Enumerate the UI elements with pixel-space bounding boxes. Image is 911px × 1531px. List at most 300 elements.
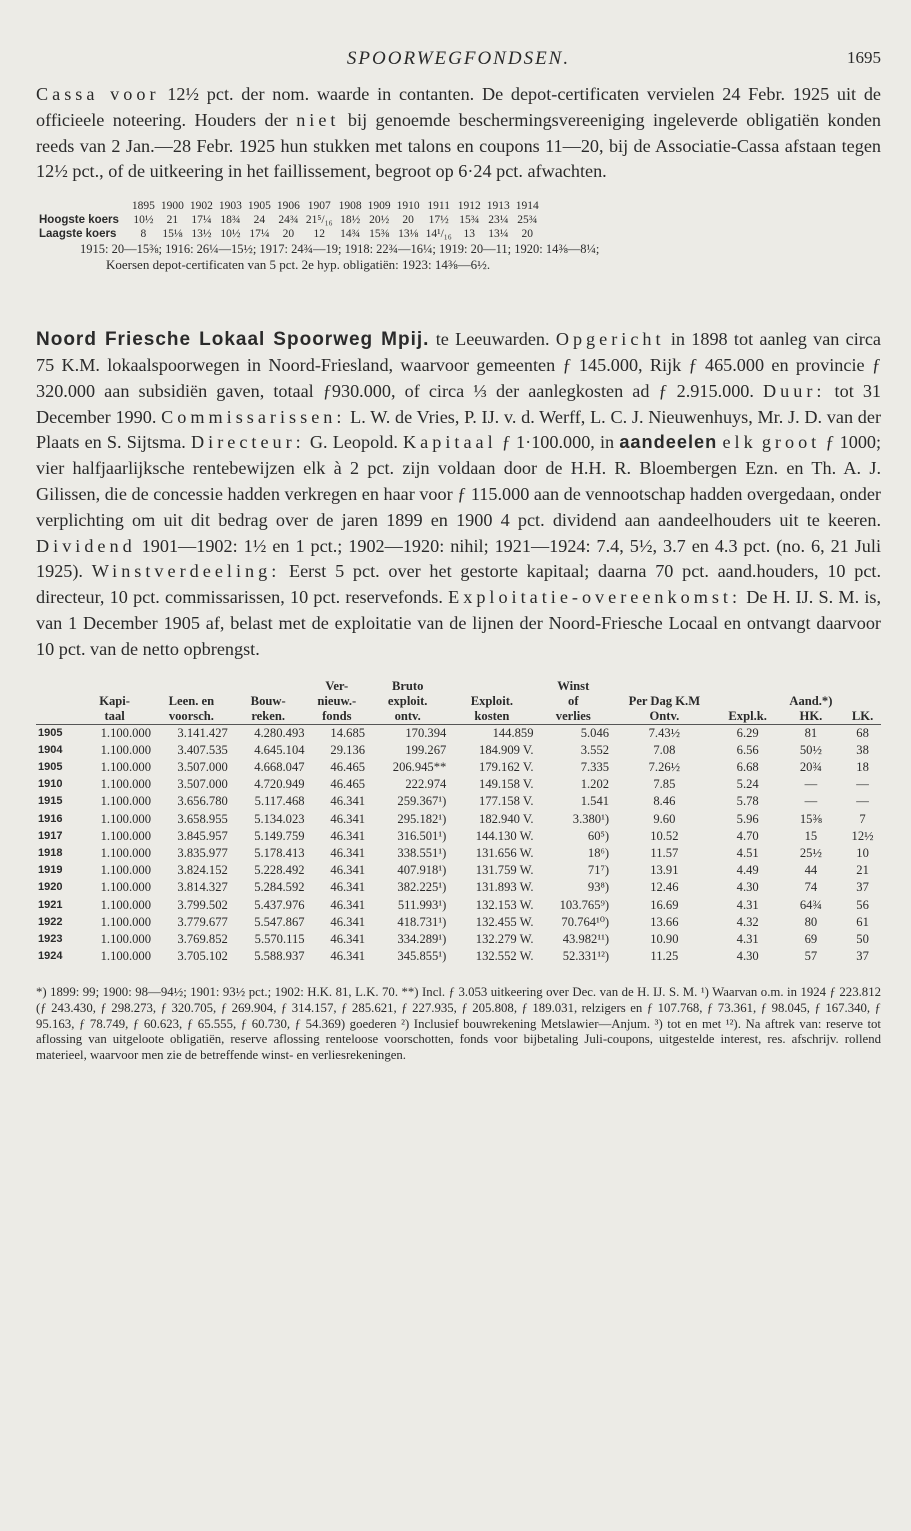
fin-cell: 46.341 — [330, 828, 366, 843]
fin-cell: 4.720.949 — [254, 777, 305, 792]
fin-year: 1915 — [38, 795, 63, 808]
fin-header-cell: fonds — [307, 709, 368, 725]
fin-cell: 10.90 — [650, 931, 679, 946]
fin-cell: 50½ — [799, 742, 822, 757]
koers-low-label: Laagste koers — [39, 228, 117, 241]
fin-cell: 12½ — [851, 828, 874, 843]
fin-year: 1921 — [38, 898, 63, 911]
koers-high-cell: 20½ — [369, 214, 390, 227]
fin-cell: 46.341 — [330, 845, 366, 860]
niet-emphasis: niet — [296, 109, 340, 130]
exploitatie-label: Exploitatie-overeenkomst: — [448, 587, 742, 608]
fin-cell: 131.656 W. — [475, 845, 534, 860]
fin-cell: 5.134.023 — [254, 811, 305, 826]
koers-high-cell: 21 — [166, 214, 179, 227]
fin-cell: 5.588.937 — [254, 949, 305, 964]
koers-high-cell: 20 — [402, 214, 414, 227]
fin-header-cell: HK. — [778, 709, 844, 725]
fin-cell: 132.552 W. — [475, 949, 534, 964]
fin-cell: 5.117.468 — [254, 794, 305, 809]
fin-cell: 4.49 — [736, 863, 759, 878]
koers-high-cell: 21⁵/₁₆ — [305, 214, 333, 227]
koers-table — [36, 199, 542, 241]
fin-cell: 15 — [804, 828, 818, 843]
fin-cell: 3.507.000 — [177, 759, 228, 774]
fin-cell: 3.845.957 — [177, 828, 228, 843]
fin-cell: 4.645.104 — [254, 742, 305, 757]
fin-cell: 222.974 — [405, 777, 447, 792]
fin-year: 1917 — [38, 829, 63, 842]
fin-year: 1924 — [38, 950, 63, 963]
fin-row — [36, 897, 881, 914]
fin-cell: 16.69 — [650, 897, 679, 912]
fin-cell: 3.507.000 — [177, 777, 228, 792]
fin-cell: 144.130 W. — [475, 828, 534, 843]
dividend-text: 1901—1902: 1½ en 1 pct.; 1902—1920: nihil; 1921—1924: 7.4, 5½, 3.7 en 4.3 pct. (no. 6, 21 Juli 1925). — [36, 535, 882, 582]
fin-cell: 1.202 — [580, 777, 610, 792]
fin-cell: 1.100.000 — [100, 742, 151, 757]
fin-cell: 418.731¹) — [397, 914, 447, 929]
fin-row — [36, 793, 881, 810]
koers-low-cell: 8 — [140, 228, 147, 241]
fin-header-cell — [36, 694, 76, 709]
fin-cell: 177.158 V. — [479, 794, 534, 809]
fin-cell: 18 — [856, 759, 869, 774]
koers-low-cell: 10½ — [220, 228, 241, 241]
fin-cell: 46.465 — [330, 759, 366, 774]
fin-cell: 1.100.000 — [100, 725, 151, 740]
fin-cell: 5.178.413 — [254, 845, 305, 860]
fin-cell: 5.437.976 — [254, 897, 305, 912]
fin-cell: 10.52 — [650, 828, 679, 843]
fin-cell: 4.30 — [736, 949, 759, 964]
fin-cell: 182.940 V. — [479, 811, 534, 826]
koers-low-cell: 13⅛ — [398, 228, 419, 241]
fin-row — [36, 776, 881, 793]
footnotes: *) 1899: 99; 1900: 98—94½; 1901: 93½ pct.; 1902: H.K. 81, L.K. 70. **) Incl. ƒ 3.053 uitkeering over Dec. van de H. IJ. S. M. ¹) Waarvan o.m. in 1924 ƒ 223.812 (ƒ 243.430, ƒ 298.273, ƒ 320.705, ƒ 269.904, ƒ 314.157, ƒ 285.621, ƒ 227.935, ƒ 205.808, ƒ 189.031, relzigers en ƒ 107.768, ƒ 73.361, ƒ 98.045, ƒ 167.340, ƒ 95.163, ƒ 78.749, ƒ 60.623, ƒ 65.555, ƒ 60.730, ƒ 54.369) goederen ²) Inclusief bouwrekening Metslawier—Anjum. ³) tot en met ¹²). Na aftrek van: reserve tot aflossing van uitgeloote obligatiën, reserve aflossing renteloose voorschotten, fonds voor bijbetaling Juli-coupons, uitgestelde interest, res. afschrijv. rollend materieel, waarvoor men zie de betreffende winst- en verliesrekeningen. — [36, 985, 881, 1062]
fin-header-cell: Kapi- — [99, 693, 130, 708]
cassa-label: Cassa voor — [36, 84, 160, 104]
fin-cell: 6.56 — [736, 742, 759, 757]
fin-cell: 46.341 — [330, 914, 366, 929]
koers-high-cell: 18¾ — [220, 214, 241, 227]
fin-cell: 25½ — [799, 845, 822, 860]
fin-header-cell: voorsch. — [153, 709, 230, 725]
company-seat: te Leeuwarden. — [435, 329, 550, 350]
fin-cell: 511.993¹) — [397, 897, 447, 912]
fin-cell: 7 — [859, 811, 866, 826]
fin-header-cell — [36, 679, 76, 694]
fin-cell: 3.380¹) — [572, 811, 610, 826]
fin-year: 1910 — [38, 778, 63, 791]
fin-cell: 5.149.759 — [254, 828, 305, 843]
fin-row — [36, 759, 881, 776]
fin-cell: 3.769.852 — [177, 931, 228, 946]
fin-cell: 1.100.000 — [100, 759, 151, 774]
running-title: SPOORWEGFONDSEN. — [346, 48, 571, 69]
fin-cell: 295.182¹) — [397, 811, 447, 826]
fin-cell: 6.29 — [736, 725, 759, 740]
koers-low-cell: 14¾ — [340, 228, 361, 241]
fin-cell: 1.100.000 — [100, 828, 151, 843]
fin-row — [36, 845, 881, 862]
fin-cell: 149.158 V. — [479, 777, 534, 792]
fin-header-cell: reken. — [230, 709, 307, 725]
fin-cell: 7.335 — [580, 759, 610, 774]
fin-cell: 11.25 — [650, 949, 679, 964]
fin-cell: 4.668.047 — [254, 759, 305, 774]
fin-header-cell: Winst — [557, 678, 590, 693]
fin-cell: 170.394 — [405, 725, 447, 740]
fin-cell: — — [856, 794, 869, 809]
intro-text-2: De depot-certificaten vervielen 24 Febr. 1925 uit de officieele noteering. Houders der — [36, 84, 881, 130]
fin-cell: 132.455 W. — [475, 914, 534, 929]
fin-row — [36, 879, 881, 896]
fin-header-cell — [718, 694, 778, 709]
koers-high-cell: 17½ — [428, 214, 449, 227]
fin-cell: 37 — [856, 949, 869, 964]
fin-header-cell: Exploit. — [470, 693, 514, 708]
fin-row — [36, 931, 881, 948]
fin-cell: 179.162 V. — [479, 759, 534, 774]
fin-cell: 199.267 — [405, 742, 447, 757]
fin-header-cell — [230, 679, 307, 694]
fin-year: 1904 — [38, 743, 63, 756]
fin-year: 1905 — [38, 760, 63, 773]
fin-cell: 3.552 — [580, 742, 610, 757]
fin-cell: 3.407.535 — [177, 742, 228, 757]
koers-high-cell: 10½ — [133, 214, 154, 227]
fin-cell: 46.465 — [330, 777, 366, 792]
fin-row — [36, 811, 881, 828]
koers-low-cell: 13½ — [191, 228, 212, 241]
koers-years-cell: 1895 — [131, 200, 155, 213]
fin-header-cell — [36, 709, 76, 725]
directeur-text: G. Leopold. — [309, 432, 398, 453]
koers-high-cell: 18½ — [340, 214, 361, 227]
koers-low-cell: 13 — [463, 228, 476, 241]
fin-cell: 46.341 — [330, 897, 366, 912]
fin-cell: 37 — [856, 880, 869, 895]
fin-cell: 3.141.427 — [177, 725, 228, 740]
fin-cell: 1.100.000 — [100, 811, 151, 826]
fin-cell: 1.100.000 — [100, 845, 151, 860]
winstverdeeling-text: Eerst 5 pct. over het gestorte kapitaal; daarna 70 pct. aand.houders, 10 pct. directeur, 10 pct. commissarissen, 10 pct. reservefonds. — [36, 561, 882, 608]
fin-cell: 259.367¹) — [397, 794, 447, 809]
koers-years-cell: 1911 — [427, 200, 450, 213]
fin-cell: 4.32 — [736, 914, 759, 929]
intro-text-3: bij genoemde beschermingsvereeniging ingeleverde obligatiën konden reeds van 2 Jan.—28 Febr. 1925 hun stukken met talons en coupons 11—20, bij de Associatie-Cassa afstaan tegen 12½ pct., of de uitkeering in het faillissement, begroot op 6·24 pct. afwachten. — [36, 109, 882, 182]
koers-low-cell: 17¼ — [249, 228, 270, 241]
fin-cell: 7.43½ — [648, 725, 681, 740]
fin-cell: 64¾ — [799, 897, 822, 912]
fin-cell: 4.51 — [736, 845, 759, 860]
fin-header-cell — [153, 679, 230, 694]
fin-row — [36, 914, 881, 931]
fin-cell: 3.835.977 — [177, 845, 228, 860]
fin-cell: 4.30 — [736, 880, 759, 895]
fin-cell: 5.547.867 — [254, 914, 305, 929]
fin-cell: 1.100.000 — [100, 949, 151, 964]
company-paragraph — [36, 327, 881, 662]
fin-cell: 46.341 — [330, 863, 366, 878]
fin-header-cell: Ontv. — [611, 709, 718, 725]
fin-header-cell — [448, 679, 535, 694]
fin-cell: 3.824.152 — [177, 863, 228, 878]
fin-cell: 46.341 — [330, 794, 366, 809]
koers-years-cell: 1905 — [247, 200, 271, 213]
fin-cell: 7.26½ — [648, 759, 681, 774]
fin-cell: 38 — [856, 742, 869, 757]
kapitaal-label: Kapitaal — [403, 432, 497, 453]
koers-low — [36, 227, 542, 241]
fin-cell: 10 — [856, 845, 869, 860]
koers-high-cell: 25¾ — [517, 214, 538, 227]
fin-cell: 5.570.115 — [254, 931, 305, 946]
koers-years-cell: 1902 — [189, 200, 213, 213]
fin-header-cell — [76, 679, 153, 694]
fin-cell: 3.779.677 — [177, 914, 228, 929]
aandeelen-label: aandeelen — [619, 432, 718, 453]
koers-low-cell: 15⅛ — [162, 228, 183, 241]
commissarissen-text: L. W. de Vries, P. IJ. v. d. Werff, L. C. J. Nieuwenhuys, Mr. J. D. van der Plaats en S. Sijtsma. — [36, 406, 882, 453]
fin-cell: 5.046 — [580, 725, 610, 740]
fin-cell: 13.91 — [650, 863, 679, 878]
duur-label: Duur: — [763, 380, 826, 401]
koers-years-cell: 1900 — [160, 200, 184, 213]
fin-cell: 4.280.493 — [254, 725, 305, 740]
running-header — [36, 38, 881, 82]
fin-header-cell: ontv. — [367, 709, 448, 725]
fin-cell: 131.759 W. — [475, 863, 534, 878]
fin-year: 1905 — [38, 726, 63, 739]
fin-header-cell: Ver- — [325, 678, 349, 693]
koers-years-cell: 1907 — [307, 200, 331, 213]
koers-high-cell: 17¼ — [191, 214, 212, 227]
fin-cell: 132.153 W. — [475, 897, 534, 912]
koers-years-cell: 1910 — [396, 200, 420, 213]
fin-header-cell: Per Dag K.M — [628, 693, 701, 708]
fin-cell: 52.331¹²) — [562, 949, 610, 964]
fin-cell: 60⁵) — [587, 828, 610, 843]
directeur-label: Directeur: — [191, 432, 305, 453]
koers-depot-line: Koersen depot-certificaten van 5 pct. 2e hyp. obligatiën: 1923: 14⅜—6½. — [106, 257, 491, 273]
koers-extra: 1915: 20—15⅜; 1916: 26¼—15½; 1917: 24¾—19; 1918: 22¾—16¼; 1919: 20—11; 1920: 14⅜—8¼; — [80, 242, 600, 257]
fin-year: 1923 — [38, 932, 63, 945]
fin-cell: 8.46 — [653, 794, 676, 809]
fin-cell: 4.70 — [736, 828, 759, 843]
koers-high-cell: 24¾ — [278, 214, 299, 227]
fin-cell: 20¾ — [799, 759, 822, 774]
fin-cell: 382.225¹) — [397, 880, 447, 895]
fin-cell: 3.705.102 — [177, 949, 228, 964]
fin-cell: 1.541 — [580, 794, 610, 809]
fin-cell: 1.100.000 — [100, 863, 151, 878]
fin-cell: 5.284.592 — [254, 880, 305, 895]
fin-cell: 46.341 — [330, 949, 366, 964]
fin-row — [36, 948, 881, 965]
fin-cell: 7.85 — [653, 777, 676, 792]
fin-header-row — [36, 694, 881, 709]
fin-cell: 46.341 — [330, 880, 366, 895]
company-section — [36, 327, 881, 662]
fin-cell: 21 — [856, 863, 869, 878]
fin-cell: 50 — [856, 931, 869, 946]
fin-header-cell: exploit. — [387, 693, 428, 708]
fin-cell: 5.78 — [736, 794, 759, 809]
koers-high-cell: 23¼ — [488, 214, 509, 227]
page-number: 1695 — [847, 48, 881, 67]
opgericht-text: in 1898 tot aanleg van circa 75 K.M. lokaalspoorwegen in Noord-Friesland, waarvoor gemeenten ƒ 145.000, Rijk ƒ 465.000 en provincie ƒ 320.000 aan subsidiën gaven, totaal ƒ930.000, of circa ⅓ der aanlegkosten ad ƒ 2.915.000. — [36, 329, 882, 401]
fin-header-cell: Bouw- — [250, 693, 286, 708]
koers-high-cell: 24 — [253, 214, 266, 227]
dividend-label: Dividend — [36, 535, 136, 556]
fin-header-cell: Bruto — [391, 678, 424, 693]
fin-cell: 11.57 — [650, 845, 679, 860]
fin-header-cell: LK. — [844, 709, 881, 725]
fin-cell: 18⁶) — [587, 845, 610, 860]
fin-cell: — — [804, 777, 818, 792]
duur-text: tot 31 December 1990. — [36, 380, 882, 427]
fin-header-cell: kosten — [448, 709, 535, 725]
fin-cell: 1.100.000 — [100, 777, 151, 792]
fin-row — [36, 724, 881, 742]
fin-cell: 9.60 — [653, 811, 676, 826]
koers-years-cell: 1908 — [338, 200, 362, 213]
fin-cell: 12.46 — [650, 880, 679, 895]
fin-cell: 44 — [804, 863, 818, 878]
fin-cell: 3.799.502 — [177, 897, 228, 912]
fin-header-row — [36, 709, 881, 725]
koers-years-cell: 1909 — [367, 200, 391, 213]
koers-low-cell: 12 — [313, 228, 325, 241]
fin-header-cell — [611, 679, 718, 694]
fin-cell: 3.814.327 — [177, 880, 228, 895]
fin-cell: 338.551¹) — [397, 845, 447, 860]
winstverdeeling-label: Winstverdeeling: — [91, 561, 281, 582]
fin-cell: 1.100.000 — [100, 931, 151, 946]
fin-cell: 61 — [856, 914, 869, 929]
fin-cell: 68 — [856, 725, 869, 740]
fin-cell: 345.855¹) — [397, 949, 447, 964]
intro-paragraph — [36, 82, 881, 185]
fin-cell: 3.656.780 — [177, 794, 228, 809]
fin-cell: — — [804, 794, 818, 809]
fin-header-row — [36, 679, 881, 694]
koers-low-cell: 20 — [521, 228, 534, 241]
fin-year: 1919 — [38, 864, 63, 877]
fin-row — [36, 862, 881, 879]
financial-table — [36, 679, 881, 966]
koers-years-cell: 1903 — [218, 200, 242, 213]
fin-cell: 15⅜ — [799, 811, 822, 826]
fin-header-cell — [844, 679, 881, 694]
fin-cell: 4.31 — [736, 897, 759, 912]
fin-cell: 74 — [804, 880, 818, 895]
fin-header-cell: of — [568, 693, 579, 708]
company-name: Noord Friesche Lokaal Spoorweg Mpij. — [36, 329, 430, 351]
fin-cell: 3.658.955 — [177, 811, 228, 826]
fin-cell: 57 — [804, 949, 818, 964]
koers-years — [36, 199, 542, 213]
koers-years-cell: 1914 — [515, 200, 539, 213]
fin-cell: 43.982¹¹) — [562, 931, 610, 946]
fin-cell: 46.341 — [330, 811, 366, 826]
fin-year: 1918 — [38, 846, 63, 859]
opgericht-label: Opgericht — [555, 329, 665, 350]
koers-years-cell: 1912 — [457, 200, 481, 213]
fin-cell: 56 — [856, 897, 869, 912]
fin-cell: 14.685 — [330, 725, 366, 740]
koers-low-cell: 14¹/₁₆ — [425, 228, 452, 241]
fin-cell: 4.31 — [736, 931, 759, 946]
koers-years-cell: 1906 — [276, 200, 300, 213]
fin-cell: 1.100.000 — [100, 914, 151, 929]
koers-high-label: Hoogste koers — [39, 214, 119, 227]
fin-year: 1916 — [38, 812, 63, 825]
fin-cell: 5.96 — [736, 811, 759, 826]
fin-cell: 6.68 — [736, 759, 759, 774]
fin-cell: 69 — [804, 931, 818, 946]
fin-row — [36, 828, 881, 845]
fin-cell: 46.341 — [330, 931, 366, 946]
fin-cell: 70.764¹⁰) — [561, 914, 610, 929]
fin-cell: 80 — [804, 914, 818, 929]
fin-cell: 81 — [804, 725, 818, 740]
fin-header-cell — [844, 694, 881, 709]
fin-cell: 5.24 — [736, 777, 759, 792]
koers-high-cell: 15¾ — [459, 214, 480, 227]
fin-cell: 1.100.000 — [100, 794, 151, 809]
fin-cell: 316.501¹) — [397, 828, 447, 843]
fin-cell: 1.100.000 — [100, 880, 151, 895]
fin-header-cell: Leen. en — [168, 693, 215, 708]
fin-cell: 13.66 — [650, 914, 679, 929]
fin-cell: — — [856, 777, 869, 792]
fin-cell: 93⁸) — [587, 880, 610, 895]
fin-cell: 144.859 — [492, 725, 534, 740]
elk-word: elk — [722, 432, 757, 453]
fin-year: 1920 — [38, 881, 63, 894]
fin-cell: 206.945** — [392, 759, 447, 774]
fin-cell: 103.765⁹) — [559, 897, 610, 912]
fin-cell: 407.918¹) — [397, 863, 447, 878]
koers-low-cell: 15⅜ — [369, 228, 390, 241]
intro-line1: 12½ pct. der nom. waarde in contanten. — [167, 84, 475, 104]
fin-header-cell — [778, 679, 844, 694]
fin-header-cell: Aand.*) — [789, 693, 833, 708]
fin-cell: 7.08 — [653, 742, 676, 757]
fin-cell: 184.909 V. — [479, 742, 534, 757]
fin-cell: 131.893 W. — [475, 880, 534, 895]
aandeelen-text: ƒ 1000; vier halfjaarlijksche rentebewijzen elk à 2 pct. zijn voldaan door de H.H. R. Bloembergen Ezn. en Th. A. J. Gilissen, die de concessie hadden verkregen en haar voor ƒ 115.000 aan de vennootschap hadden overgedaan, onder verplichting om uit dit bedrag over de jaren 1899 en 1900 4 pct. dividend aan aandeelhouders uit te keeren. — [36, 432, 882, 530]
fin-header-cell: verlies — [536, 709, 612, 725]
kapitaal-text: ƒ 1·100.000, in — [501, 432, 615, 453]
fin-header-cell: taal — [76, 709, 153, 725]
fin-cell: 71⁷) — [587, 863, 610, 878]
koers-low-cell: 20 — [282, 228, 295, 241]
fin-row — [36, 742, 881, 759]
fin-cell: 1.100.000 — [100, 897, 151, 912]
groot-word: groot — [761, 432, 821, 453]
fin-cell: 29.136 — [330, 742, 366, 757]
exploitatie-text: De H. IJ. S. M. is, van 1 December 1905 af, belast met de exploitatie van de lijnen der Noord-Friesche Locaal en ontvangt daarvoor 10 pct. van de netto opbrengst. — [36, 587, 882, 659]
fin-year: 1922 — [38, 915, 63, 928]
fin-header-cell — [718, 679, 778, 694]
koers-low-cell: 13¼ — [488, 228, 509, 241]
koers-years-cell: 1913 — [486, 200, 510, 213]
koers-high — [36, 213, 542, 227]
